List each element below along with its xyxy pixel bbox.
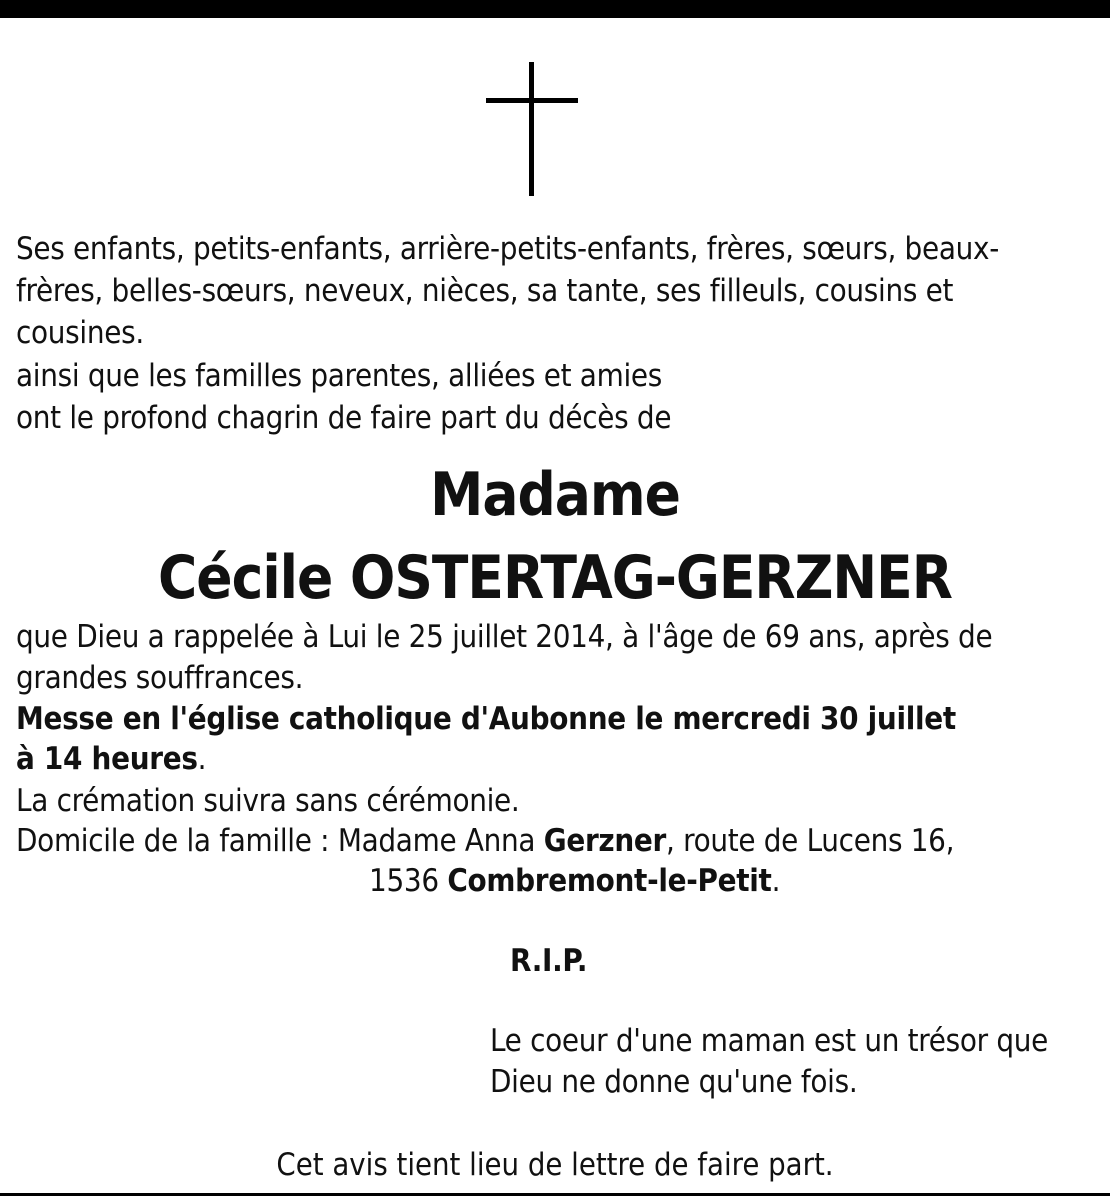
intro-line: frères, belles-sœurs, neveux, nièces, sa tante, ses filleuls, cousins et	[16, 273, 954, 309]
rip: R.I.P.	[510, 943, 588, 979]
intro-line: ont le profond chagrin de faire part du décès de	[16, 400, 672, 436]
postal-code: 1536	[369, 863, 448, 899]
mass-line: Messe en l'église catholique d'Aubonne le mercredi 30 juillet	[16, 701, 956, 737]
top-border	[0, 0, 1110, 18]
domicile-name: Gerzner	[543, 823, 666, 859]
intro-line: ainsi que les familles parentes, alliées et amies	[16, 358, 663, 394]
cross-icon	[486, 62, 578, 196]
town-end: .	[771, 863, 781, 899]
domicile-prefix: Domicile de la famille : Madame Anna	[16, 823, 544, 859]
domicile-line	[16, 820, 954, 862]
domicile-town-line	[369, 860, 780, 902]
mass-time: à 14 heures	[16, 741, 198, 777]
cremation-line: La crémation suivra sans cérémonie.	[16, 783, 520, 819]
death-line: grandes souffrances.	[16, 660, 304, 696]
deceased-name: Cécile OSTERTAG-GERZNER	[158, 543, 952, 613]
death-line: que Dieu a rappelée à Lui le 25 juillet 2014, à l'âge de 69 ans, après de	[16, 619, 993, 655]
quote-line: Dieu ne donne qu'une fois.	[490, 1064, 858, 1100]
intro-line: Ses enfants, petits-enfants, arrière-petits-enfants, frères, sœurs, beaux-	[16, 231, 999, 267]
quote-line: Le coeur d'une maman est un trésor que	[490, 1023, 1048, 1059]
mass-end: .	[197, 741, 207, 777]
town: Combremont-le-Petit	[447, 863, 772, 899]
mass-time-line	[16, 738, 206, 780]
footer-note: Cet avis tient lieu de lettre de faire part.	[276, 1147, 834, 1183]
domicile-suffix: , route de Lucens 16,	[666, 823, 955, 859]
honorific-title: Madame	[430, 460, 680, 530]
bottom-border	[0, 1193, 1110, 1196]
intro-line: cousines.	[16, 315, 144, 351]
